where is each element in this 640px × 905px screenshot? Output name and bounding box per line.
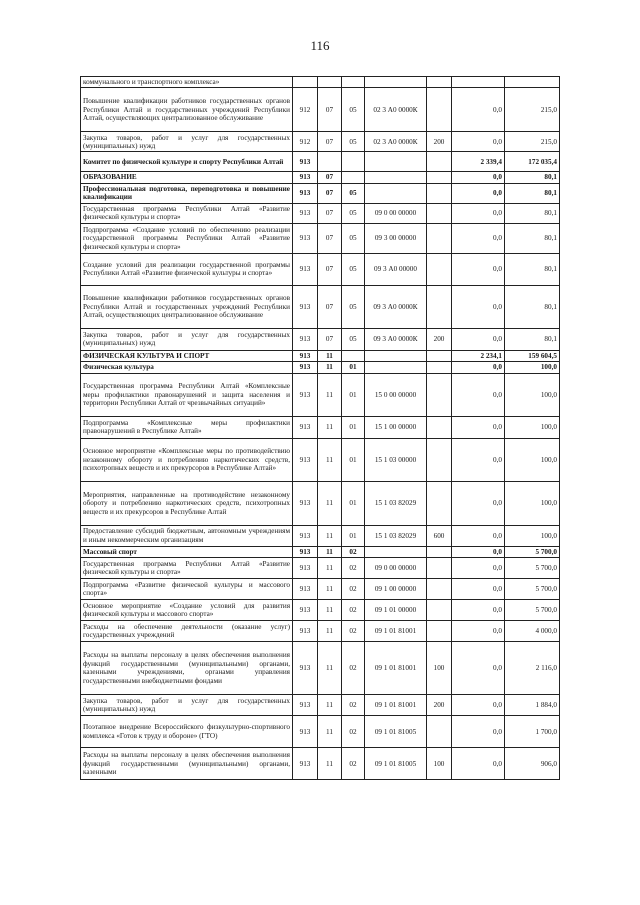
target-article-cell: 09 1 01 81005	[365, 748, 427, 780]
subsection-code-cell: 01	[342, 525, 365, 546]
amount-1-cell	[452, 77, 505, 88]
table-row	[81, 695, 560, 716]
row-name-cell: Государственная программа Республики Алтай «Комплексные меры профилактики правонарушений и защита населения и территории Республики Алтай от чрезвычайных ситуаций»	[81, 373, 293, 416]
row-name-cell: Предоставление субсидий бюджетным, автономным учреждениям и иным некоммерческим организациям	[81, 525, 293, 546]
amount-2-cell: 100,0	[505, 481, 560, 525]
amount-2-cell: 1 884,0	[505, 695, 560, 716]
budget-table	[80, 76, 560, 780]
amount-1-cell: 0,0	[452, 183, 505, 203]
ministry-code-cell: 913	[293, 362, 318, 373]
section-code-cell: 07	[318, 223, 342, 253]
subsection-code-cell: 05	[342, 223, 365, 253]
section-code-cell: 11	[318, 716, 342, 748]
row-name-cell: Подпрограмма «Развитие физической культуры и массового спорта»	[81, 579, 293, 600]
subsection-code-cell: 02	[342, 558, 365, 579]
target-article-cell: 15 1 03 00000	[365, 438, 427, 481]
amount-2-cell: 100,0	[505, 362, 560, 373]
amount-1-cell: 0,0	[452, 362, 505, 373]
amount-1-cell: 0,0	[452, 695, 505, 716]
subsection-code-cell: 02	[342, 716, 365, 748]
target-article-cell: 02 3 А0 0000К	[365, 132, 427, 152]
table-row	[81, 416, 560, 438]
target-article-cell	[365, 183, 427, 203]
subsection-code-cell: 05	[342, 253, 365, 285]
subsection-code-cell: 02	[342, 600, 365, 621]
table-row	[81, 77, 560, 88]
amount-2-cell: 172 035,4	[505, 152, 560, 172]
subsection-code-cell: 02	[342, 546, 365, 557]
expense-type-cell	[427, 183, 452, 203]
table-row	[81, 748, 560, 780]
target-article-cell: 09 1 01 81001	[365, 642, 427, 695]
row-name-cell: Основное мероприятие «Комплексные меры по противодействию незаконному обороту и потреблению наркотических средств, психотропных веществ и их прекурсоров в Республике Алтай»	[81, 438, 293, 481]
table-row	[81, 373, 560, 416]
expense-type-cell	[427, 716, 452, 748]
amount-2-cell: 5 700,0	[505, 558, 560, 579]
target-article-cell: 09 3 00 00000	[365, 223, 427, 253]
amount-1-cell: 0,0	[452, 621, 505, 642]
ministry-code-cell: 913	[293, 253, 318, 285]
amount-1-cell: 0,0	[452, 172, 505, 183]
section-code-cell: 07	[318, 88, 342, 132]
table-row	[81, 481, 560, 525]
table-row	[81, 152, 560, 172]
row-name-cell: Подпрограмма «Комплексные меры профилактики правонарушений в Республике Алтай»	[81, 416, 293, 438]
amount-2-cell: 5 700,0	[505, 546, 560, 557]
subsection-code-cell	[342, 172, 365, 183]
table-row	[81, 716, 560, 748]
table-row	[81, 525, 560, 546]
amount-1-cell: 0,0	[452, 132, 505, 152]
ministry-code-cell: 913	[293, 152, 318, 172]
section-code-cell: 11	[318, 438, 342, 481]
amount-2-cell: 5 700,0	[505, 600, 560, 621]
amount-2-cell: 100,0	[505, 373, 560, 416]
table-row	[81, 438, 560, 481]
row-name-cell: Государственная программа Республики Алтай «Развитие физической культуры и спорта»	[81, 203, 293, 223]
amount-2-cell: 80,1	[505, 253, 560, 285]
ministry-code-cell: 913	[293, 748, 318, 780]
ministry-code-cell: 913	[293, 716, 318, 748]
expense-type-cell	[427, 350, 452, 361]
amount-2-cell: 215,0	[505, 88, 560, 132]
amount-1-cell: 0,0	[452, 525, 505, 546]
target-article-cell: 15 0 00 00000	[365, 373, 427, 416]
ministry-code-cell: 913	[293, 416, 318, 438]
expense-type-cell	[427, 88, 452, 132]
target-article-cell: 09 0 00 00000	[365, 203, 427, 223]
section-code-cell: 07	[318, 183, 342, 203]
section-code-cell: 07	[318, 328, 342, 350]
amount-2-cell: 80,1	[505, 328, 560, 350]
amount-1-cell: 0,0	[452, 285, 505, 328]
target-article-cell	[365, 152, 427, 172]
amount-2-cell: 100,0	[505, 525, 560, 546]
row-name-cell: ОБРАЗОВАНИЕ	[81, 172, 293, 183]
expense-type-cell	[427, 438, 452, 481]
amount-1-cell: 0,0	[452, 88, 505, 132]
expense-type-cell: 600	[427, 525, 452, 546]
expense-type-cell	[427, 373, 452, 416]
table-row	[81, 223, 560, 253]
ministry-code-cell: 913	[293, 438, 318, 481]
ministry-code-cell: 913	[293, 172, 318, 183]
expense-type-cell	[427, 362, 452, 373]
subsection-code-cell: 02	[342, 579, 365, 600]
expense-type-cell	[427, 285, 452, 328]
table-row	[81, 350, 560, 361]
subsection-code-cell: 05	[342, 183, 365, 203]
target-article-cell: 09 1 01 81001	[365, 621, 427, 642]
ministry-code-cell: 913	[293, 695, 318, 716]
section-code-cell: 11	[318, 579, 342, 600]
amount-2-cell: 100,0	[505, 416, 560, 438]
row-name-cell: Государственная программа Республики Алтай «Развитие физической культуры и спорта»	[81, 558, 293, 579]
expense-type-cell: 100	[427, 748, 452, 780]
subsection-code-cell: 05	[342, 285, 365, 328]
target-article-cell	[365, 546, 427, 557]
amount-1-cell: 0,0	[452, 748, 505, 780]
section-code-cell: 11	[318, 642, 342, 695]
subsection-code-cell: 01	[342, 481, 365, 525]
target-article-cell: 09 1 01 81001	[365, 695, 427, 716]
section-code-cell: 11	[318, 481, 342, 525]
section-code-cell: 11	[318, 350, 342, 361]
target-article-cell: 15 1 03 82029	[365, 525, 427, 546]
table-row	[81, 183, 560, 203]
expense-type-cell	[427, 152, 452, 172]
amount-1-cell: 0,0	[452, 546, 505, 557]
subsection-code-cell	[342, 77, 365, 88]
target-article-cell: 09 3 А0 0000К	[365, 285, 427, 328]
target-article-cell	[365, 350, 427, 361]
expense-type-cell: 100	[427, 642, 452, 695]
ministry-code-cell: 913	[293, 183, 318, 203]
ministry-code-cell: 913	[293, 285, 318, 328]
amount-2-cell	[505, 77, 560, 88]
row-name-cell: Профессиональная подготовка, переподготовка и повышение квалификации	[81, 183, 293, 203]
expense-type-cell: 200	[427, 695, 452, 716]
subsection-code-cell: 01	[342, 438, 365, 481]
amount-2-cell: 4 000,0	[505, 621, 560, 642]
section-code-cell: 07	[318, 132, 342, 152]
amount-1-cell: 0,0	[452, 253, 505, 285]
table-row	[81, 546, 560, 557]
subsection-code-cell: 02	[342, 621, 365, 642]
amount-2-cell: 215,0	[505, 132, 560, 152]
amount-1-cell: 2 234,1	[452, 350, 505, 361]
target-article-cell: 02 3 А0 0000К	[365, 88, 427, 132]
table-row	[81, 362, 560, 373]
section-code-cell: 11	[318, 621, 342, 642]
subsection-code-cell: 05	[342, 88, 365, 132]
row-name-cell: Физическая культура	[81, 362, 293, 373]
subsection-code-cell: 01	[342, 416, 365, 438]
table-row	[81, 579, 560, 600]
table-row	[81, 203, 560, 223]
target-article-cell: 09 1 01 81005	[365, 716, 427, 748]
subsection-code-cell	[342, 152, 365, 172]
table-row	[81, 132, 560, 152]
amount-1-cell: 0,0	[452, 558, 505, 579]
amount-2-cell: 159 604,5	[505, 350, 560, 361]
page-number: 116	[310, 38, 330, 53]
subsection-code-cell: 02	[342, 642, 365, 695]
section-code-cell: 11	[318, 546, 342, 557]
amount-2-cell: 80,1	[505, 223, 560, 253]
row-name-cell: коммунального и транспортного комплекса»	[81, 77, 293, 88]
section-code-cell: 11	[318, 748, 342, 780]
section-code-cell: 11	[318, 416, 342, 438]
expense-type-cell	[427, 416, 452, 438]
amount-1-cell: 0,0	[452, 416, 505, 438]
ministry-code-cell: 912	[293, 132, 318, 152]
ministry-code-cell: 913	[293, 373, 318, 416]
table-row	[81, 600, 560, 621]
expense-type-cell	[427, 203, 452, 223]
amount-1-cell: 0,0	[452, 223, 505, 253]
row-name-cell: Мероприятия, направленные на противодействие незаконному обороту и потреблению наркотических средств, психотропных веществ и их прекурсоров в Республике Алтай	[81, 481, 293, 525]
target-article-cell: 09 1 00 00000	[365, 579, 427, 600]
expense-type-cell	[427, 223, 452, 253]
row-name-cell: Подпрограмма «Создание условий по обеспечению реализации государственной программы Республики Алтай «Развитие физической культуры и спорта»	[81, 223, 293, 253]
expense-type-cell	[427, 558, 452, 579]
section-code-cell: 11	[318, 558, 342, 579]
amount-2-cell: 80,1	[505, 172, 560, 183]
ministry-code-cell: 913	[293, 350, 318, 361]
target-article-cell: 09 0 00 00000	[365, 558, 427, 579]
ministry-code-cell: 912	[293, 88, 318, 132]
ministry-code-cell: 913	[293, 525, 318, 546]
table-row	[81, 88, 560, 132]
ministry-code-cell: 913	[293, 600, 318, 621]
expense-type-cell	[427, 600, 452, 621]
row-name-cell: Повышение квалификации работников государственных органов Республики Алтай и государственных учреждений Республики Алтай, осуществляющих централизованное обслуживание	[81, 88, 293, 132]
expense-type-cell	[427, 621, 452, 642]
amount-2-cell: 80,1	[505, 285, 560, 328]
expense-type-cell	[427, 579, 452, 600]
target-article-cell	[365, 362, 427, 373]
target-article-cell: 09 3 А0 00000	[365, 253, 427, 285]
row-name-cell: ФИЗИЧЕСКАЯ КУЛЬТУРА И СПОРТ	[81, 350, 293, 361]
target-article-cell: 15 1 00 00000	[365, 416, 427, 438]
amount-1-cell: 0,0	[452, 373, 505, 416]
amount-1-cell: 0,0	[452, 481, 505, 525]
ministry-code-cell: 913	[293, 481, 318, 525]
row-name-cell: Расходы на обеспечение деятельности (оказание услуг) государственных учреждений	[81, 621, 293, 642]
target-article-cell	[365, 77, 427, 88]
section-code-cell	[318, 77, 342, 88]
row-name-cell: Закупка товаров, работ и услуг для государственных (муниципальных) нужд	[81, 328, 293, 350]
expense-type-cell	[427, 77, 452, 88]
expense-type-cell	[427, 481, 452, 525]
amount-2-cell: 906,0	[505, 748, 560, 780]
ministry-code-cell: 913	[293, 642, 318, 695]
section-code-cell: 11	[318, 362, 342, 373]
amount-2-cell: 5 700,0	[505, 579, 560, 600]
section-code-cell: 07	[318, 203, 342, 223]
expense-type-cell	[427, 172, 452, 183]
budget-table-body	[81, 77, 560, 780]
table-row	[81, 172, 560, 183]
section-code-cell: 11	[318, 600, 342, 621]
subsection-code-cell: 05	[342, 328, 365, 350]
section-code-cell: 07	[318, 285, 342, 328]
ministry-code-cell: 913	[293, 223, 318, 253]
section-code-cell: 11	[318, 525, 342, 546]
amount-2-cell: 80,1	[505, 183, 560, 203]
table-row	[81, 328, 560, 350]
row-name-cell: Расходы на выплаты персоналу в целях обеспечения выполнения функций государственными (муниципальными) органами, казенными	[81, 748, 293, 780]
section-code-cell	[318, 152, 342, 172]
amount-2-cell: 2 116,0	[505, 642, 560, 695]
section-code-cell: 11	[318, 695, 342, 716]
row-name-cell: Повышение квалификации работников государственных органов Республики Алтай и государственных учреждений Республики Алтай, осуществляющих централизованное обслуживание	[81, 285, 293, 328]
section-code-cell: 07	[318, 172, 342, 183]
ministry-code-cell: 913	[293, 328, 318, 350]
table-row	[81, 642, 560, 695]
subsection-code-cell: 01	[342, 362, 365, 373]
expense-type-cell	[427, 253, 452, 285]
row-name-cell: Поэтапное внедрение Всероссийского физкультурно-спортивного комплекса «Готов к труду и обороне» (ГТО)	[81, 716, 293, 748]
row-name-cell: Массовый спорт	[81, 546, 293, 557]
amount-1-cell: 2 339,4	[452, 152, 505, 172]
amount-1-cell: 0,0	[452, 438, 505, 481]
row-name-cell: Закупка товаров, работ и услуг для государственных (муниципальных) нужд	[81, 132, 293, 152]
ministry-code-cell: 913	[293, 558, 318, 579]
row-name-cell: Создание условий для реализации государственной программы Республики Алтай «Развитие физической культуры и спорта»	[81, 253, 293, 285]
row-name-cell: Расходы на выплаты персоналу в целях обеспечения выполнения функций государственными (муниципальными) органами, казенными учреждениями, органами управления государственными внебюджетными фондами	[81, 642, 293, 695]
subsection-code-cell: 05	[342, 132, 365, 152]
row-name-cell: Комитет по физической культуре и спорту Республики Алтай	[81, 152, 293, 172]
target-article-cell: 09 1 01 00000	[365, 600, 427, 621]
table-row	[81, 558, 560, 579]
section-code-cell: 07	[318, 253, 342, 285]
amount-1-cell: 0,0	[452, 579, 505, 600]
target-article-cell	[365, 172, 427, 183]
expense-type-cell: 200	[427, 132, 452, 152]
table-row	[81, 621, 560, 642]
section-code-cell: 11	[318, 373, 342, 416]
target-article-cell: 15 1 03 82029	[365, 481, 427, 525]
amount-1-cell: 0,0	[452, 716, 505, 748]
amount-1-cell: 0,0	[452, 203, 505, 223]
ministry-code-cell	[293, 77, 318, 88]
amount-1-cell: 0,0	[452, 642, 505, 695]
amount-1-cell: 0,0	[452, 328, 505, 350]
ministry-code-cell: 913	[293, 546, 318, 557]
target-article-cell: 09 3 А0 0000К	[365, 328, 427, 350]
subsection-code-cell: 02	[342, 695, 365, 716]
row-name-cell: Закупка товаров, работ и услуг для государственных (муниципальных) нужд	[81, 695, 293, 716]
ministry-code-cell: 913	[293, 621, 318, 642]
amount-1-cell: 0,0	[452, 600, 505, 621]
expense-type-cell	[427, 546, 452, 557]
subsection-code-cell	[342, 350, 365, 361]
expense-type-cell: 200	[427, 328, 452, 350]
table-row	[81, 285, 560, 328]
amount-2-cell: 1 700,0	[505, 716, 560, 748]
subsection-code-cell: 01	[342, 373, 365, 416]
ministry-code-cell: 913	[293, 203, 318, 223]
subsection-code-cell: 05	[342, 203, 365, 223]
ministry-code-cell: 913	[293, 579, 318, 600]
subsection-code-cell: 02	[342, 748, 365, 780]
table-row	[81, 253, 560, 285]
row-name-cell: Основное мероприятие «Создание условий для развития физической культуры и массового спорта»	[81, 600, 293, 621]
amount-2-cell: 80,1	[505, 203, 560, 223]
amount-2-cell: 100,0	[505, 438, 560, 481]
